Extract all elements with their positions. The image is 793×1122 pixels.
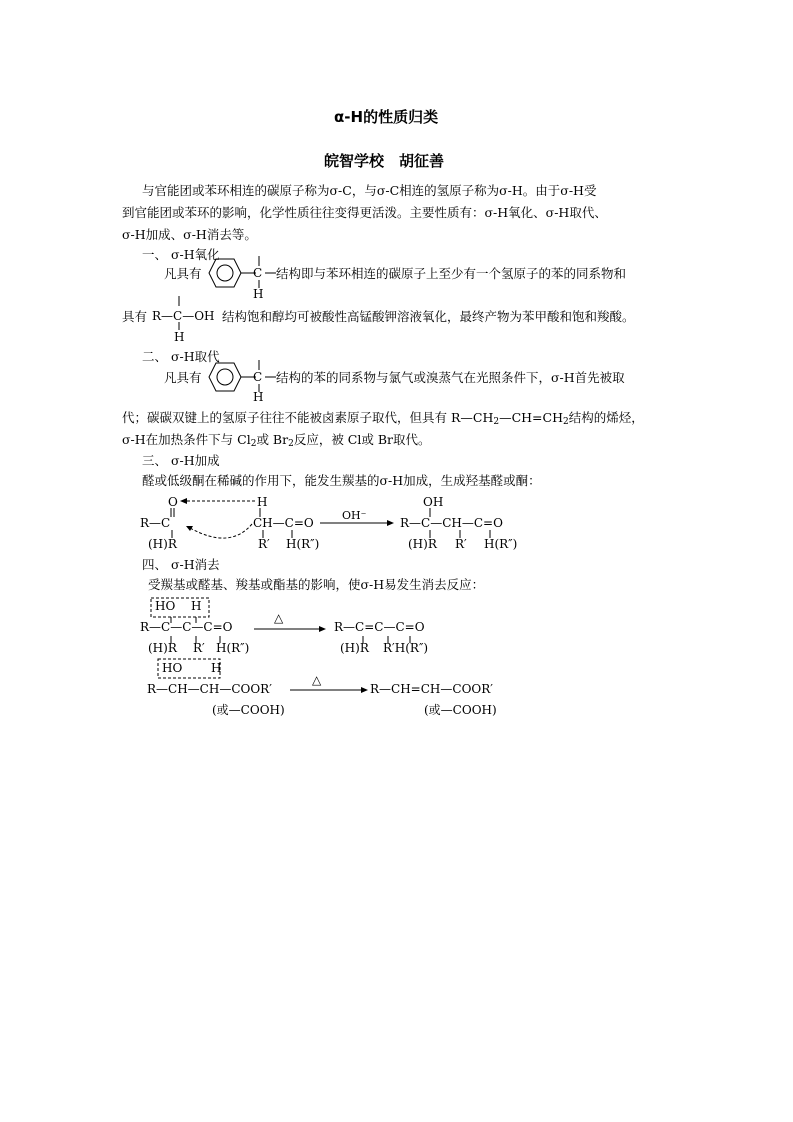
elim-delta-1: △ bbox=[274, 611, 284, 625]
elim-ho: HO bbox=[155, 599, 176, 613]
aldol-oxygen: O bbox=[168, 495, 178, 509]
benzene-ring-icon bbox=[208, 362, 242, 392]
sec1-p2-pre: 具有 bbox=[122, 309, 148, 324]
elim-reactant-2: R—CH—CH—COOR′ bbox=[147, 682, 272, 696]
aldol-reactant-1: R—C bbox=[140, 516, 171, 530]
sec1-p1-pre: 凡具有 bbox=[164, 266, 202, 281]
aldol-reactant-2: CH—C=O bbox=[253, 516, 314, 530]
elim-h-2: H bbox=[211, 661, 222, 675]
sec4-description: 受羰基或醛基、羧基或酯基的影响，使σ-H易发生消去反应： bbox=[148, 577, 485, 592]
sec1-rcoh: R—C—OH bbox=[152, 309, 215, 323]
sec2-p2: 代；碳碳双键上的氢原子往往不能被卤素原子取代，但具有 $R—CH_2—CH=CH_2$结构的烯烃， bbox=[122, 410, 644, 427]
elim-ho-2: HO bbox=[162, 661, 183, 675]
sec3-description: 醛或低级酮在稀碱的作用下，能发生羰基的σ-H加成，生成羟基醛或酮： bbox=[142, 473, 541, 488]
elim-product-1: R—C=C—C=O bbox=[334, 620, 425, 634]
elim-product-1-sub-2: R′H(R″) bbox=[383, 641, 429, 655]
elim-reactant-1-sub-3: H(R″) bbox=[216, 641, 250, 655]
elim-h: H bbox=[191, 599, 202, 613]
elim-product-2: R—CH=CH—COOR′ bbox=[370, 682, 493, 696]
sec2-p1-post: 结构的苯的同系物与氯气或溴蒸气在光照条件下，σ-H首先被取 bbox=[276, 370, 625, 385]
elim-product-1-sub-1: (H)R bbox=[340, 641, 369, 655]
sec2-carbon: C bbox=[253, 370, 263, 384]
sec1-p2-post: 结构饱和醇均可被酸性高锰酸钾溶液氧化，最终产物为苯甲酸和饱和羧酸。 bbox=[222, 309, 635, 324]
elim-reactant-1-sub-2: R′ bbox=[193, 641, 205, 655]
intro-line-1: 与官能团或苯环相连的碳原子称为σ-C，与σ-C相连的氢原子称为σ-H。由于σ-H受 bbox=[142, 183, 597, 198]
author-line: 皖智学校 胡征善 bbox=[324, 152, 445, 170]
aldol-reactant-1-sub: (H)R bbox=[148, 537, 177, 551]
elim-reactant-1: R—C—C—C=O bbox=[140, 620, 233, 634]
sec2-hydrogen: H bbox=[253, 390, 264, 404]
aldol-product-sub-2: R′ bbox=[455, 537, 467, 551]
page-title: α-H的性质归类 bbox=[334, 108, 439, 126]
elim-product-2-alt: (或—COOH) bbox=[424, 703, 497, 717]
elim-reactant-1-sub-1: (H)R bbox=[148, 641, 177, 655]
section-2-heading: 二、 σ-H取代 bbox=[142, 349, 220, 364]
aldol-condition: OH⁻ bbox=[342, 509, 367, 522]
intro-line-2: 到官能团或苯环的影响，化学性质往往变得更活泼。主要性质有：σ-H氧化、σ-H取代、 bbox=[122, 205, 607, 220]
section-4-heading: 四、 σ-H消去 bbox=[142, 557, 220, 572]
aldol-reactant-2-r2: H(R″) bbox=[286, 537, 320, 551]
sec2-p3: σ-H在加热条件下与 $Cl_2$或 $Br_2$反应，被 Cl或 Br取代。 bbox=[122, 432, 431, 449]
aldol-alpha-h: H bbox=[257, 495, 268, 509]
sec1-hydrogen: H bbox=[253, 287, 264, 301]
aldol-product-oh: OH bbox=[423, 495, 444, 509]
sec1-p1-post: 结构即与苯环相连的碳原子上至少有一个氢原子的苯的同系物和 bbox=[276, 266, 627, 281]
benzene-ring-icon bbox=[208, 258, 242, 288]
aldol-product-sub-3: H(R″) bbox=[484, 537, 518, 551]
sec1-carbon: C bbox=[253, 266, 263, 280]
elim-delta-2: △ bbox=[312, 673, 322, 687]
aldol-reactant-2-r1: R′ bbox=[258, 537, 270, 551]
section-1-heading: 一、 σ-H氧化 bbox=[142, 247, 220, 262]
elim-reactant-2-alt: (或—COOH) bbox=[212, 703, 285, 717]
intro-line-3: σ-H加成、σ-H消去等。 bbox=[122, 227, 257, 242]
section-3-heading: 三、 σ-H加成 bbox=[142, 453, 220, 468]
sec1-hydrogen-2: H bbox=[174, 330, 185, 344]
aldol-product: R—C—CH—C=O bbox=[400, 516, 503, 530]
sec2-p1-pre: 凡具有 bbox=[164, 370, 202, 385]
aldol-product-sub-1: (H)R bbox=[408, 537, 437, 551]
